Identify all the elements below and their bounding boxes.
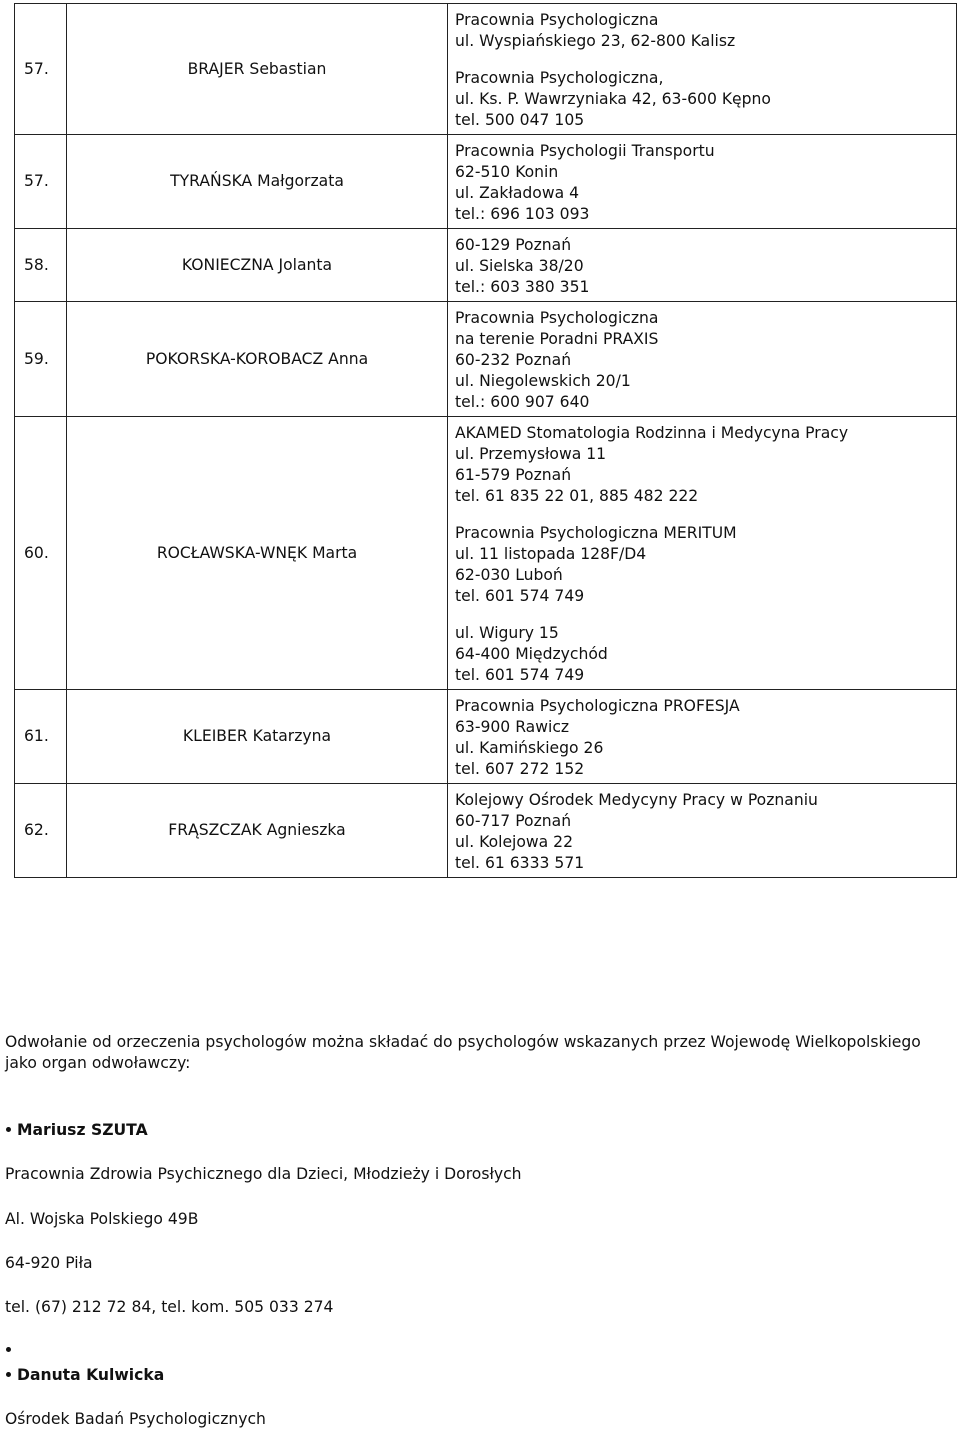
address-block: 60-129 Poznań ul. Sielska 38/20 tel.: 603 380 351 [455,236,590,296]
address-cell [448,690,957,784]
appeal-entry-1-line: 64-920 Piła [5,1254,93,1272]
appeal-entry-1-line: Al. Wojska Polskiego 49B [5,1210,199,1228]
row-number: 57. [15,135,67,229]
address-block: AKAMED Stomatologia Rodzinna i Medycyna Pracy ul. Przemysłowa 11 61-579 Poznań tel. 61 835 22 01, 885 482 222 [455,424,849,505]
table-row [15,302,957,417]
address-cell [448,229,957,302]
psychologist-name: TYRAŃSKA Małgorzata [67,135,448,229]
appeal-entry-2-line: Ośrodek Badań Psychologicznych [5,1410,266,1428]
row-number: 62. [15,784,67,878]
address-block: Kolejowy Ośrodek Medycyny Pracy w Poznaniu 60-717 Poznań ul. Kolejowa 22 tel. 61 6333 571 [455,791,818,872]
appeal-note: Odwołanie od orzeczenia psychologów można składać do psychologów wskazanych przez Wojewodę Wielkopolskiego jako organ odwoławczy: [5,1033,921,1072]
table-row [15,784,957,878]
psychologist-name: KONIECZNA Jolanta [67,229,448,302]
address-cell [448,417,957,690]
row-number: 57. [15,4,67,135]
table-row [15,4,957,135]
address-cell [448,784,957,878]
address-block: ul. Wigury 15 64-400 Międzychód tel. 601 574 749 [455,624,608,684]
bullet-icon [6,1372,11,1377]
row-number: 60. [15,417,67,690]
row-number: 61. [15,690,67,784]
psychologist-name: ROCŁAWSKA-WNĘK Marta [67,417,448,690]
table-row [15,417,957,690]
address-cell [448,4,957,135]
address-cell [448,135,957,229]
appeal-entry-1-line: tel. (67) 212 72 84, tel. kom. 505 033 274 [5,1298,334,1316]
psychologists-table [14,3,957,878]
address-block: Pracownia Psychologiczna MERITUM ul. 11 listopada 128F/D4 62-030 Luboń tel. 601 574 749 [455,524,737,605]
address-block: Pracownia Psychologiczna na terenie Poradni PRAXIS 60-232 Poznań ul. Niegolewskich 20/1 tel.: 600 907 640 [455,309,659,411]
address-block: Pracownia Psychologiczna, ul. Ks. P. Wawrzyniaka 42, 63-600 Kępno tel. 500 047 105 [455,69,771,129]
psychologist-name: POKORSKA-KOROBACZ Anna [67,302,448,417]
row-number: 59. [15,302,67,417]
table-row [15,229,957,302]
table-row [15,135,957,229]
psychologist-name: KLEIBER Katarzyna [67,690,448,784]
psychologist-name: BRAJER Sebastian [67,4,448,135]
bullet-icon [6,1347,11,1352]
address-block: Pracownia Psychologiczna PROFESJA 63-900 Rawicz ul. Kamińskiego 26 tel. 607 272 152 [455,697,740,778]
appeal-entry-1-line: Pracownia Zdrowia Psychicznego dla Dzieci, Młodzieży i Dorosłych [5,1165,522,1183]
psychologist-name: FRĄSZCZAK Agnieszka [67,784,448,878]
bullet-icon [6,1127,11,1132]
appeal-entry-2-name: Danuta Kulwicka [5,1365,164,1386]
appeal-entry-1-name: Mariusz SZUTA [5,1120,148,1141]
table-row [15,690,957,784]
address-block: Pracownia Psychologiczna ul. Wyspiańskiego 23, 62-800 Kalisz [455,11,736,50]
address-block: Pracownia Psychologii Transportu 62-510 Konin ul. Zakładowa 4 tel.: 696 103 093 [455,142,715,223]
row-number: 58. [15,229,67,302]
empty-list-item [5,1340,17,1361]
address-cell [448,302,957,417]
